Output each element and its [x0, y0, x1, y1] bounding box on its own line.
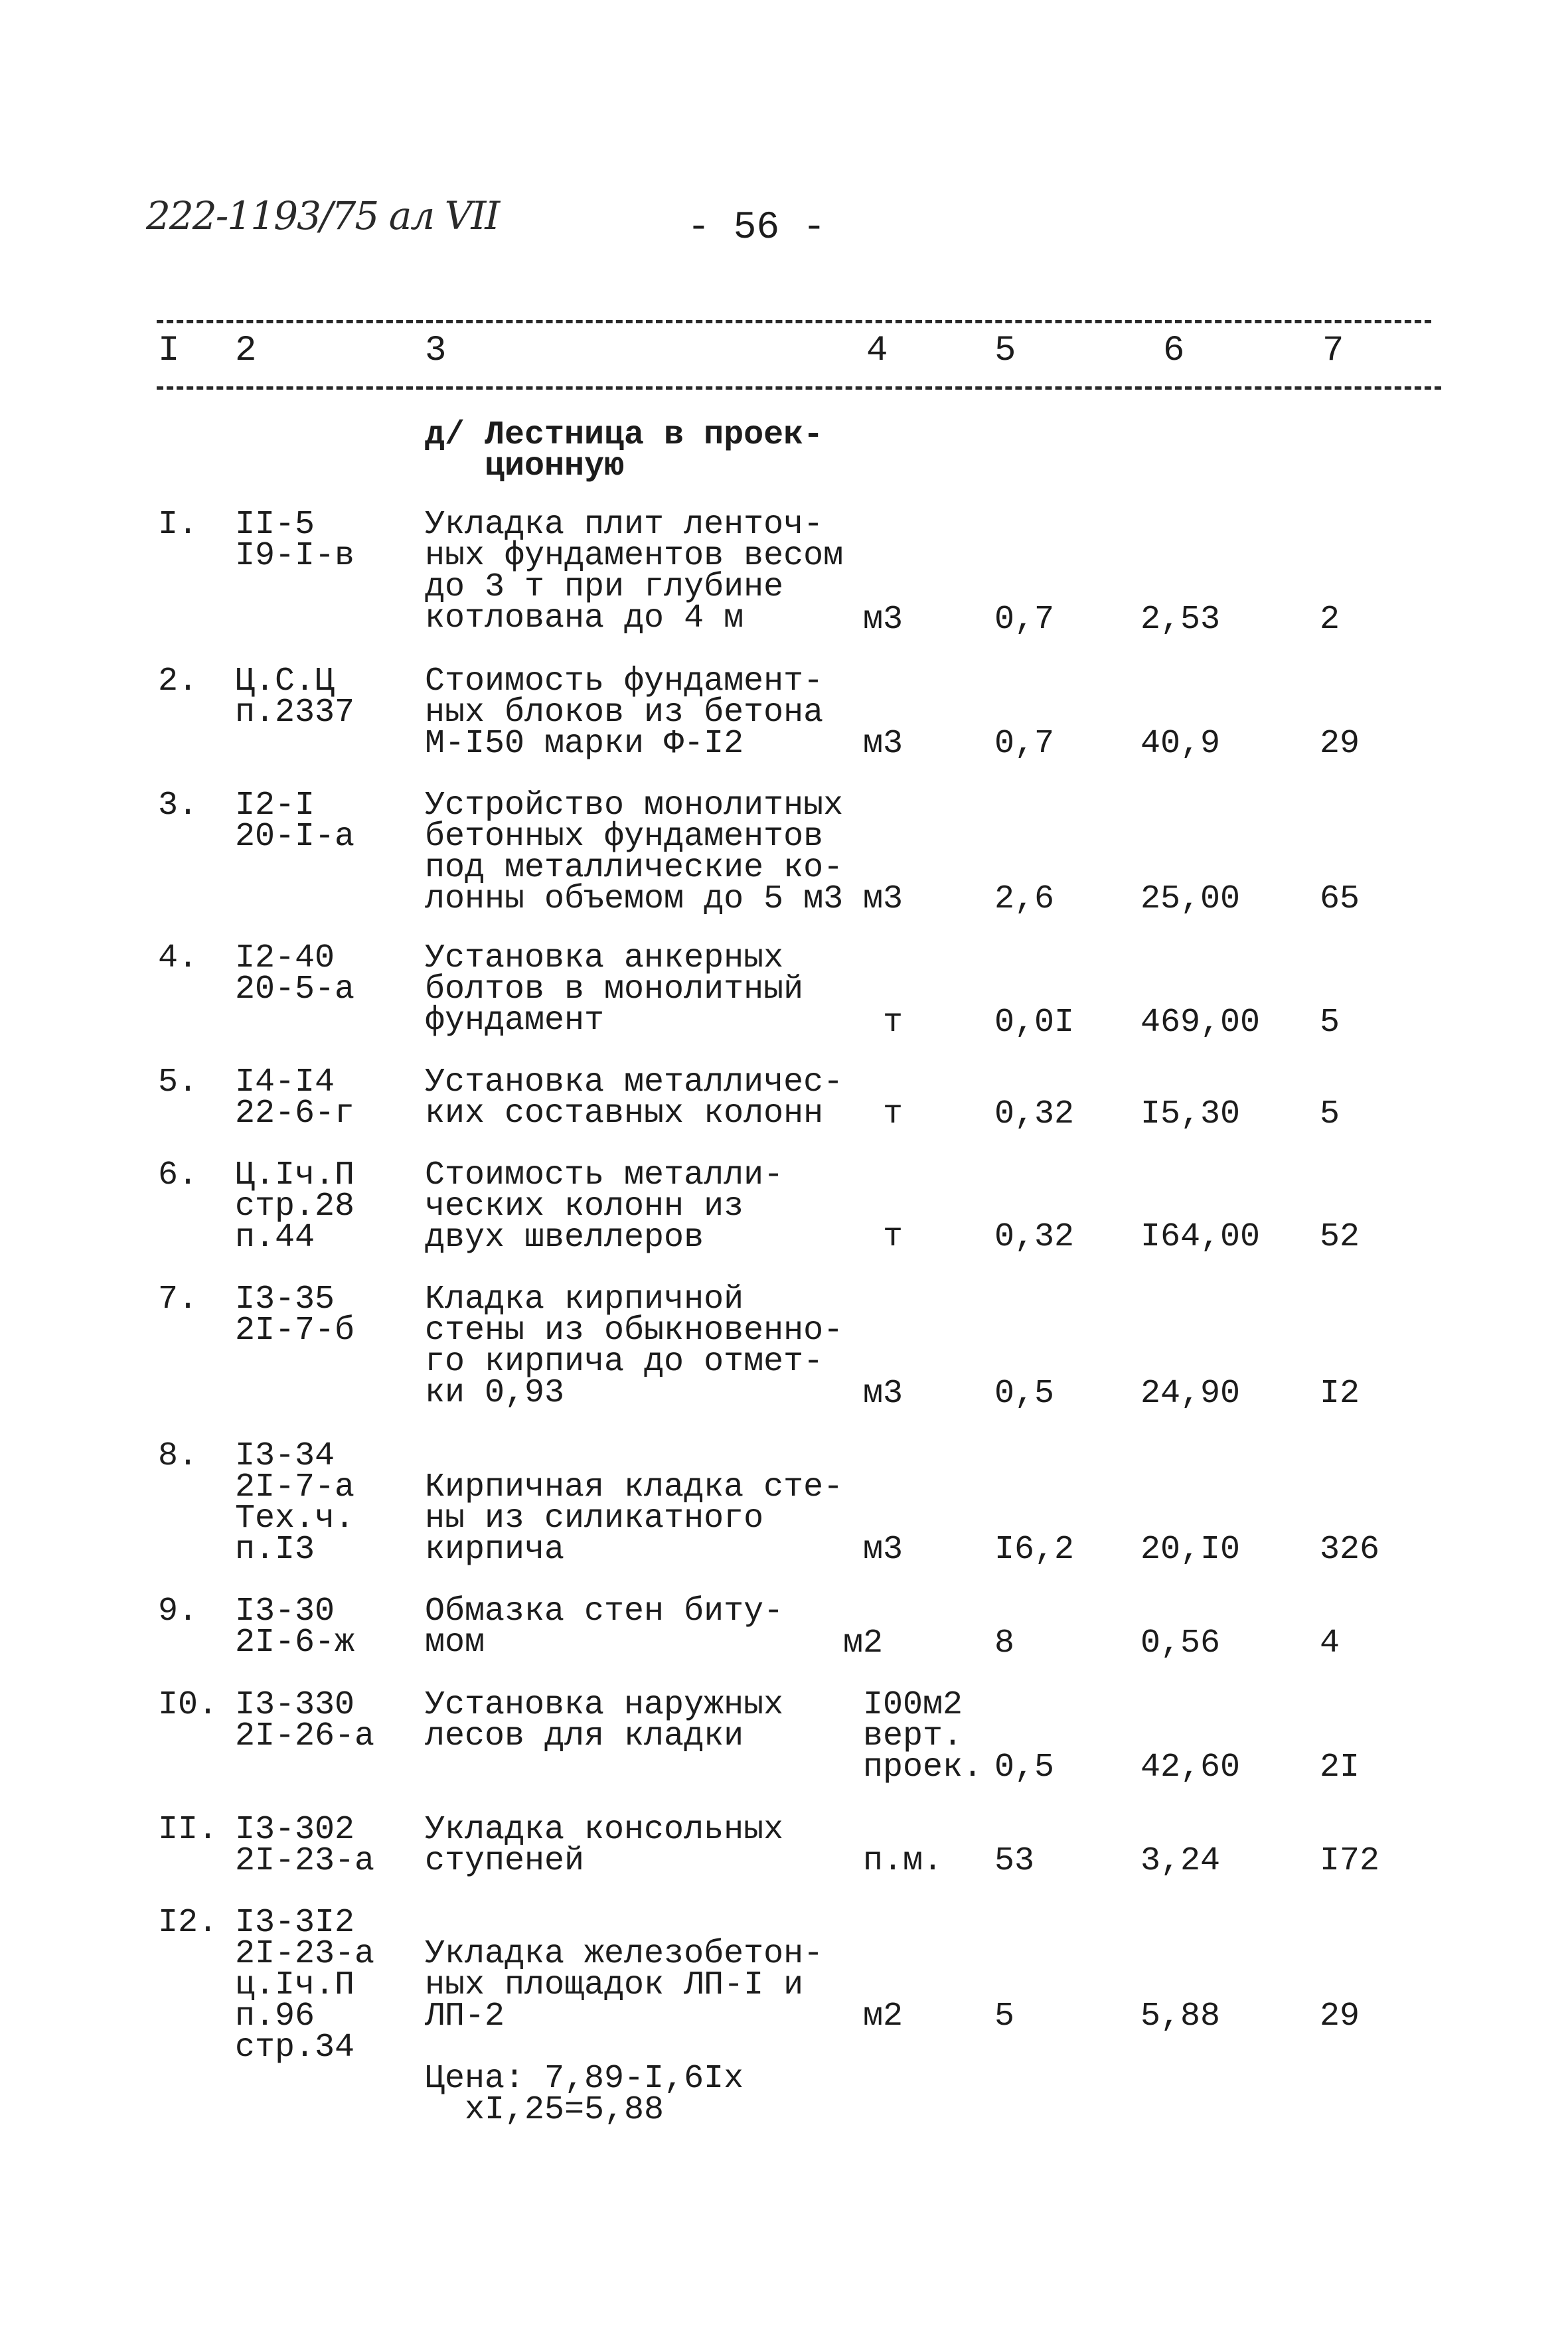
row-unit: т — [883, 1218, 903, 1256]
column-header-4: 4 — [866, 331, 888, 371]
handwritten-doc-id: 222-1193/75 ал VII — [146, 193, 499, 238]
row-total: 5 — [1320, 1004, 1340, 1042]
row-unit-price: 42,60 — [1140, 1749, 1241, 1786]
row-unit: м3 — [863, 725, 903, 763]
row-code: II-5 I9-I-в — [235, 506, 355, 575]
row-quantity: I6,2 — [994, 1531, 1075, 1569]
row-unit-price: 20,I0 — [1140, 1531, 1241, 1569]
row-description: Кирпичная кладка сте- ны из силикатного кирпича — [425, 1468, 844, 1569]
row-quantity: 5 — [994, 1998, 1015, 2035]
column-header-6: 6 — [1163, 331, 1185, 371]
row-number: 4. — [158, 939, 198, 977]
row-unit-price: 3,24 — [1140, 1842, 1221, 1880]
row-code: Ц.С.Ц п.2337 — [235, 663, 355, 732]
row-code: I4-I4 22-6-г — [235, 1063, 355, 1133]
row-number: 6. — [158, 1156, 198, 1194]
row-number: 9. — [158, 1593, 198, 1630]
row-description: Установка металличес- ких составных колонн — [425, 1063, 844, 1133]
row-unit-price: 24,90 — [1140, 1375, 1241, 1413]
row-description: Установка наружных лесов для кладки — [425, 1686, 784, 1755]
row-unit: м3 — [863, 880, 903, 918]
row-unit: п.м. — [863, 1842, 943, 1880]
row-quantity: 2,6 — [994, 880, 1055, 918]
row-unit: т — [883, 1004, 903, 1042]
row-number: 5. — [158, 1063, 198, 1101]
row-description: Стоимость металли- ческих колонн из двух швеллеров — [425, 1156, 784, 1257]
row-quantity: 8 — [994, 1624, 1015, 1662]
row-unit-price: 5,88 — [1140, 1998, 1221, 2035]
row-total: 29 — [1320, 725, 1360, 763]
row-description: Укладка железобетон- ных площадок ЛП-I и ЛП-2 — [425, 1935, 824, 2035]
column-header-1: I — [158, 331, 180, 371]
header-bottom-rule — [157, 386, 1441, 390]
row-description: Обмазка стен биту- мом — [425, 1593, 784, 1662]
row-total: 326 — [1320, 1531, 1380, 1569]
row-unit-price: 40,9 — [1140, 725, 1221, 763]
row-description: Установка анкерных болтов в монолитный фундамент — [425, 939, 804, 1040]
row-quantity: 0,5 — [994, 1375, 1055, 1413]
row-quantity: 0,7 — [994, 601, 1055, 639]
row-total: 5 — [1320, 1095, 1340, 1133]
row-code: I2-I 20-I-а — [235, 787, 355, 856]
column-header-2: 2 — [235, 331, 257, 371]
row-code: I3-30 2I-6-ж — [235, 1593, 355, 1662]
row-description: Укладка консольных ступеней — [425, 1811, 784, 1880]
row-total: 2 — [1320, 601, 1340, 639]
row-quantity: 0,5 — [994, 1749, 1055, 1786]
row-code: I3-35 2I-7-б — [235, 1281, 355, 1350]
column-header-3: 3 — [425, 331, 447, 371]
row-number: II. — [158, 1811, 218, 1849]
row-unit: м3 — [863, 1375, 903, 1413]
row-unit: м2 — [843, 1624, 884, 1662]
row-code: I3-3I2 2I-23-а ц.Iч.П п.96 стр.34 — [235, 1904, 375, 2067]
row-total: 65 — [1320, 880, 1360, 918]
row-number: I. — [158, 506, 198, 544]
row-quantity: 0,0I — [994, 1004, 1075, 1042]
row-quantity: 0,32 — [994, 1218, 1075, 1256]
row-unit: м3 — [863, 1531, 903, 1569]
page-number: - 56 - — [687, 206, 826, 250]
row-description: Стоимость фундамент- ных блоков из бетона М-I50 марки Ф-I2 — [425, 663, 824, 763]
row-number: 7. — [158, 1281, 198, 1318]
row-code: I3-302 2I-23-а — [235, 1811, 375, 1880]
row-quantity: 53 — [994, 1842, 1035, 1880]
row-unit-price: I5,30 — [1140, 1095, 1241, 1133]
row-unit: м2 — [863, 1998, 903, 2035]
row-unit-price: 2,53 — [1140, 601, 1221, 639]
row-number: I0. — [158, 1686, 218, 1724]
price-calculation-note: Цена: 7,89-I,6Ix хI,25=5,88 — [425, 2060, 744, 2129]
row-total: 52 — [1320, 1218, 1360, 1256]
column-header-7: 7 — [1322, 331, 1344, 371]
header-top-rule — [157, 320, 1431, 323]
row-number: 3. — [158, 787, 198, 824]
column-header-5: 5 — [994, 331, 1016, 371]
row-number: I2. — [158, 1904, 218, 1942]
row-quantity: 0,7 — [994, 725, 1055, 763]
row-description: Кладка кирпичной стены из обыкновенно- го кирпича до отмет- ки 0,93 — [425, 1281, 844, 1412]
row-code: I3-330 2I-26-а — [235, 1686, 375, 1755]
row-number: 2. — [158, 663, 198, 700]
row-number: 8. — [158, 1437, 198, 1475]
row-unit-price: 25,00 — [1140, 880, 1241, 918]
row-unit: I00м2 верт. проек. — [863, 1686, 983, 1786]
row-unit: м3 — [863, 601, 903, 639]
row-total: 4 — [1320, 1624, 1340, 1662]
row-total: I72 — [1320, 1842, 1380, 1880]
row-description: Устройство монолитных бетонных фундаментов под металлические ко- лонны объемом до 5 м3 — [425, 787, 844, 918]
row-total: 2I — [1320, 1749, 1360, 1786]
section-title: д/ Лестница в проек- ционную — [425, 416, 824, 485]
row-code: I3-34 2I-7-а Тех.ч. п.I3 — [235, 1437, 355, 1569]
row-quantity: 0,32 — [994, 1095, 1075, 1133]
row-code: Ц.Iч.П стр.28 п.44 — [235, 1156, 355, 1257]
row-code: I2-40 20-5-а — [235, 939, 355, 1008]
row-total: I2 — [1320, 1375, 1360, 1413]
row-unit-price: I64,00 — [1140, 1218, 1261, 1256]
row-description: Укладка плит ленточ- ных фундаментов весом до 3 т при глубине котлована до 4 м — [425, 506, 844, 637]
row-unit-price: 469,00 — [1140, 1004, 1261, 1042]
row-unit-price: 0,56 — [1140, 1624, 1221, 1662]
row-unit: т — [883, 1095, 903, 1133]
row-total: 29 — [1320, 1998, 1360, 2035]
